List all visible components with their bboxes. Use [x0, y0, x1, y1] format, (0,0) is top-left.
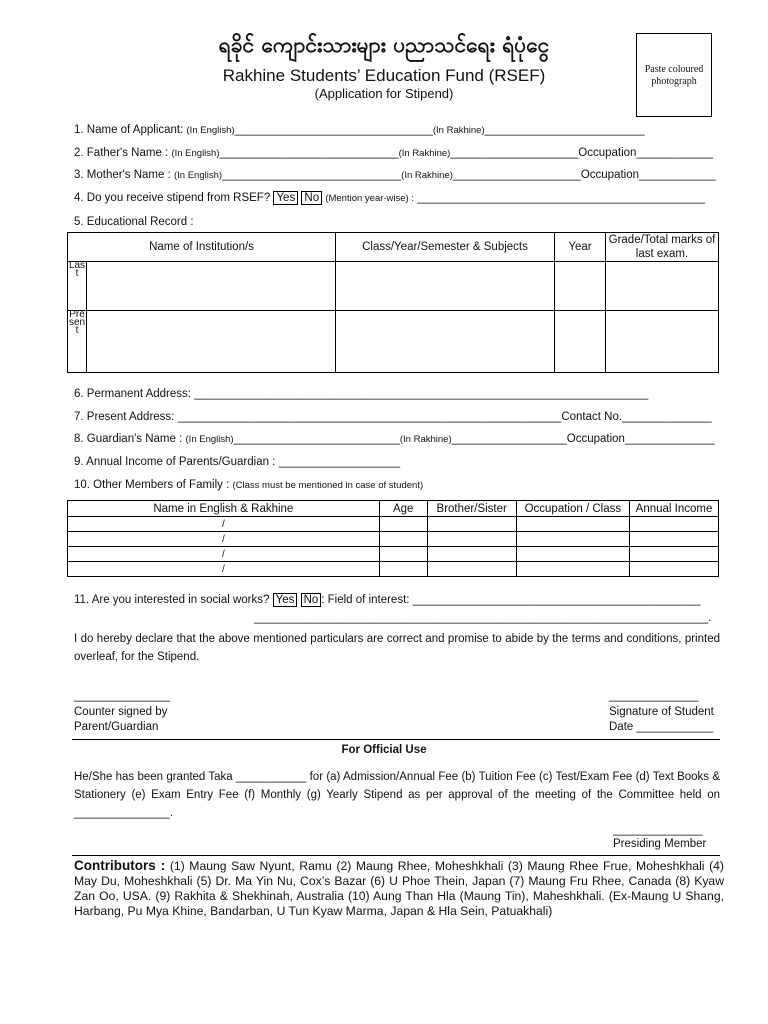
official-use-text: He/She has been granted Taka ___________ for (a) Admission/Annual Fee (b) Tuition Fee (c) Test/Exam Fee (d) Text Books & Stationery (e) Exam Entry Fee (f) Monthly (g) Yearly Stipend as per approval of the meeting of the Committee held on _______________.	[74, 771, 720, 819]
counter-sign-line[interactable]: _______________	[74, 690, 170, 702]
family-income-cell[interactable]	[630, 517, 719, 532]
family-header-relation: Brother/Sister	[427, 501, 516, 517]
family-income-cell[interactable]	[630, 562, 719, 577]
father-occupation-field[interactable]: ____________	[636, 147, 714, 159]
family-income-cell[interactable]	[630, 547, 719, 562]
father-name-english-field[interactable]: ____________________________	[219, 147, 399, 159]
stipend-no-option[interactable]: No	[301, 191, 322, 205]
stipend-years-field[interactable]: _____________________________________________	[417, 192, 706, 204]
family-relation-cell[interactable]	[427, 517, 516, 532]
edu-last-year-cell[interactable]	[555, 262, 606, 311]
social-no-option[interactable]: No	[301, 593, 322, 607]
table-row	[68, 547, 719, 562]
family-relation-cell[interactable]	[427, 562, 516, 577]
presiding-member-label: Presiding Member	[613, 838, 707, 850]
family-name-cell[interactable]: /	[68, 517, 380, 532]
guardian-name-english-field[interactable]: __________________________	[233, 433, 400, 445]
present-address-field[interactable]: ____________________________________________________________	[177, 411, 562, 423]
guardian-occupation-field[interactable]: ______________	[624, 433, 715, 445]
family-name-cell[interactable]: /	[68, 562, 380, 577]
annual-income-field[interactable]: ___________________	[278, 456, 401, 468]
family-occupation-cell[interactable]	[516, 532, 629, 547]
edu-last-class-cell[interactable]	[336, 262, 555, 311]
family-members-table	[67, 500, 719, 577]
contributors-block	[74, 858, 724, 919]
declaration-text: I do hereby declare that the above mentioned particulars are correct and promise to abide by the terms and conditions, printed overleaf, for the Stipend.	[74, 633, 720, 663]
section-divider	[72, 855, 720, 856]
contributors-text: (1) Maung Saw Nyunt, Ramu (2) Maung Rhee, Moheshkhali (3) Maung Rhee Frue, Moheshkhali (4) May Du, Moheshkhali (5) Dr. Ma Yin Nu, Cox’s Bazar (6) U Phoe Thein, Japan (7) Maung Fru Rhee, Canada (8) Kyaw Zan Oo, USA. (9) Rakhita & Shekhinah, Australia (10) Aung Than Hla (Maung Tin), Maheshkhali. (Ex-Maung U Shang, Harbang, Pu Mya Khine, Bandarban, U Tun Kyaw Marma, Japan & Hla Sein, Patuakhali)	[74, 859, 724, 918]
presiding-sign-line[interactable]: ______________	[613, 824, 703, 836]
family-age-cell[interactable]	[379, 517, 427, 532]
family-occupation-cell[interactable]	[516, 517, 629, 532]
family-relation-cell[interactable]	[427, 532, 516, 547]
title-myanmar: ရခိုင် ကျောင်းသားများ ပညာသင်ရေး ရံပုံငွေ	[218, 33, 550, 57]
section-divider	[72, 739, 720, 740]
counter-signed-label: Counter signed by	[74, 706, 168, 718]
table-row	[68, 517, 719, 532]
parent-guardian-label: Parent/Guardian	[74, 721, 159, 733]
stipend-yes-option[interactable]: Yes	[273, 191, 298, 205]
signature-student-label: Signature of Student	[609, 706, 714, 718]
edu-present-grade-cell[interactable]	[606, 311, 719, 373]
family-header-age: Age	[379, 501, 427, 517]
family-occupation-cell[interactable]	[516, 562, 629, 577]
date-field[interactable]: Date ____________	[609, 721, 714, 733]
edu-present-class-cell[interactable]	[336, 311, 555, 373]
field-of-interest-field[interactable]: _____________________________________________	[412, 594, 701, 606]
subtitle: (Application for Stipend)	[314, 86, 454, 101]
photo-box: Paste coloured photograph	[636, 33, 712, 117]
q8-guardian-name: 8. Guardian's Name : (In English)__________________________(In Rakhine)__________________Occupation______________	[74, 433, 715, 445]
mother-occupation-field[interactable]: ____________	[639, 169, 716, 181]
father-name-rakhine-field[interactable]: ____________________	[450, 147, 579, 159]
family-header-occupation: Occupation / Class	[516, 501, 629, 517]
edu-header-grade: Grade/Total marks of last exam.	[606, 233, 719, 262]
q3-mother-name: 3. Mother's Name : (In English)____________________________(In Rakhine)____________________Occupation____________	[74, 169, 716, 181]
edu-present-institution-cell[interactable]	[87, 311, 336, 373]
applicant-name-english-field[interactable]: _______________________________	[234, 124, 433, 136]
family-header-name: Name in English & Rakhine	[68, 501, 380, 517]
title-english: Rakhine Students’ Education Fund (RSEF)	[222, 66, 546, 85]
student-sign-line[interactable]: ______________	[609, 690, 699, 702]
edu-header-class: Class/Year/Semester & Subjects	[336, 233, 555, 262]
family-age-cell[interactable]	[379, 547, 427, 562]
table-row	[68, 562, 719, 577]
edu-row-label-present: Present	[68, 311, 87, 373]
mother-name-rakhine-field[interactable]: ____________________	[452, 169, 581, 181]
q1-applicant-name: 1. Name of Applicant: (In English)_______________________________(In Rakhine)_________________________	[74, 124, 645, 136]
field-of-interest-field-2[interactable]: _______________________________________________________________________.	[254, 612, 712, 624]
q2-father-name: 2. Father's Name : (In English)____________________________(In Rakhine)____________________Occupation____________	[74, 147, 714, 159]
official-use-title: For Official Use	[341, 744, 427, 756]
guardian-name-rakhine-field[interactable]: __________________	[451, 433, 567, 445]
family-relation-cell[interactable]	[427, 547, 516, 562]
edu-last-grade-cell[interactable]	[606, 262, 719, 311]
applicant-name-rakhine-field[interactable]: _________________________	[484, 124, 645, 136]
family-occupation-cell[interactable]	[516, 547, 629, 562]
contributors-label: Contributors :	[74, 858, 166, 873]
educational-record-table	[67, 232, 719, 373]
q11-social-works: 11. Are you interested in social works? Yes No : Field of interest: _____________________________________________	[74, 594, 701, 606]
edu-row-label-last: Last	[68, 262, 87, 311]
family-income-cell[interactable]	[630, 532, 719, 547]
q6-permanent-address: 6. Permanent Address: _______________________________________________________________________	[74, 388, 649, 400]
family-name-cell[interactable]: /	[68, 532, 380, 547]
edu-header-year: Year	[555, 233, 606, 262]
edu-present-year-cell[interactable]	[555, 311, 606, 373]
table-row	[68, 532, 719, 547]
social-yes-option[interactable]: Yes	[273, 593, 298, 607]
family-age-cell[interactable]	[379, 562, 427, 577]
mother-name-english-field[interactable]: ____________________________	[222, 169, 402, 181]
contact-no-field[interactable]: ______________	[622, 411, 712, 423]
q4-receive-stipend: 4. Do you receive stipend from RSEF? Yes No (Mention year-wise) : _____________________________________________	[74, 192, 706, 204]
family-age-cell[interactable]	[379, 532, 427, 547]
edu-header-institution: Name of Institution/s	[68, 233, 336, 262]
q7-present-address: 7. Present Address: ____________________________________________________________Contact No.______________	[74, 411, 712, 423]
q10-family-members: 10. Other Members of Family : (Class must be mentioned in case of student)	[74, 479, 424, 491]
permanent-address-field[interactable]: _______________________________________________________________________	[194, 388, 649, 400]
q5-label: 5. Educational Record :	[74, 216, 194, 228]
edu-last-institution-cell[interactable]	[87, 262, 336, 311]
family-name-cell[interactable]: /	[68, 547, 380, 562]
family-header-income: Annual Income	[630, 501, 719, 517]
q9-annual-income: 9. Annual Income of Parents/Guardian : ___________________	[74, 456, 401, 468]
